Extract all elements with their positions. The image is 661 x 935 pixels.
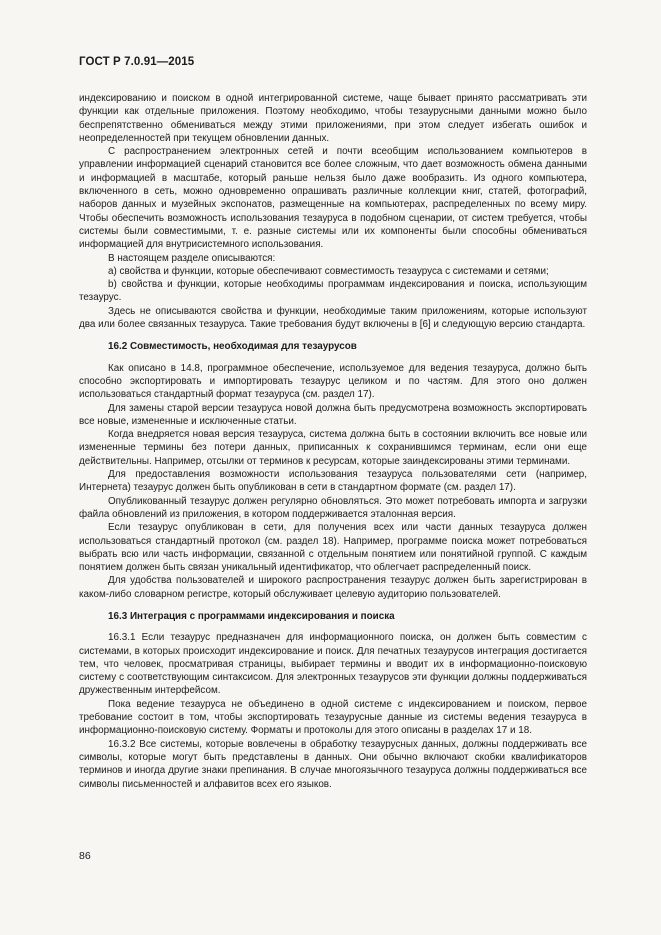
- paragraph: Опубликованный тезаурус должен регулярно обновляться. Это может потребовать импорта и загрузки файла обновлений из приложения, в котором поддерживается эталонная версия.: [79, 495, 587, 520]
- paragraph: С распространением электронных сетей и почти всеобщим использованием компьютеров в управлении информацией сценарий становится все более сложным, что дает возможность обмена данными и информацией в масштабе, который раньше нельзя было даже вообразить. Из одного компьютера, включенного в сеть, можно одновременно опрашивать различные коллекции книг, статей, фотографий, наборов данных и музейных экспонатов, размещенные на компьютерах, распределенных по всему миру. Чтобы обеспечить возможность использования тезауруса в подобном сценарии, от систем требуется, чтобы системы были совместимыми, т. е. разные системы или их компоненты были способны обмениваться информацией для внутрисистемного использования.: [79, 146, 587, 251]
- page-number: 86: [79, 850, 91, 862]
- paragraph: Если тезаурус опубликован в сети, для получения всех или части данных тезауруса должен использоваться стандартный протокол (см. раздел 18). Например, программе поиска может потребоваться выбрать всю или часть информации, связанной с отдельным понятием или понятийной группой. С каждым понятием должен быть связан уникальный идентификатор, что облегчает распределенный поиск.: [79, 522, 587, 574]
- paragraph: Пока ведение тезауруса не объединено в одной системе с индексированием и поиском, первое требование состоит в том, чтобы экспортировать тезаурусные данные из системы ведения тезауруса в информационно-поисковую систему. Форматы и протоколы для этого описаны в разделах 17 и 18.: [79, 698, 587, 737]
- list-item: a) свойства и функции, которые обеспечивают совместимость тезауруса с системами и сетями;: [108, 265, 549, 277]
- standard-header: ГОСТ Р 7.0.91—2015: [79, 56, 195, 68]
- paragraph: 16.3.2 Все системы, которые вовлечены в обработку тезаурусных данных, должны поддерживать все символы, которые могут быть представлены в данных. Они обычно включают скобки квалификаторов терминов и иногда другие знаки препинания. В случае многоязычного тезауруса должны поддерживаться все символы письменностей и алфавитов всех его языков.: [79, 738, 587, 790]
- paragraph: индексированию и поиском в одной интегрированной системе, чаще бывает принято рассматривать эти функции как отдельные приложения. Поэтому необходимо, чтобы тезаурусными данными можно было беспрепятственно обмениваться между этими приложениями, при этом следует избегать ошибок и неопределенностей при текущем обновлении данных.: [79, 93, 587, 144]
- list-item: b) свойства и функции, которые необходимы программам индексирования и поиска, использующим тезаурус.: [79, 279, 587, 304]
- paragraph: 16.3.1 Если тезаурус предназначен для информационного поиска, он должен быть совместим с системами, в которых происходит индексирование и поиск. Для печатных тезаурусов интеграция достигается тем, что человек, просматривая страницы, выбирает термины и вводит их в информационно-поисковую систему с соответствующим синтаксисом. Для электронных тезаурусов эти функции должны поддерживаться дружественным интерфейсом.: [79, 632, 587, 697]
- paragraph: Для предоставления возможности использования тезауруса пользователями сети (например, Интернета) тезаурус должен быть опубликован в сети в стандартном формате (см. раздел 17).: [79, 469, 587, 494]
- section-heading-16-3: 16.3 Интеграция с программами индексирования и поиска: [108, 610, 395, 622]
- paragraph: Как описано в 14.8, программное обеспечение, используемое для ведения тезауруса, должно быть способно экспортировать и импортировать тезаурус целиком и по частям. Для этого оно должен использоваться стандартный формат тезауруса (см. раздел 17).: [79, 362, 587, 401]
- paragraph: Для замены старой версии тезауруса новой должна быть предусмотрена возможность экспортировать все новые, измененные и исключенные статьи.: [79, 402, 587, 427]
- paragraph: Здесь не описываются свойства и функции, необходимые таким приложениям, которые используют два или более связанных тезауруса. Такие требования будут включены в [6] и следующую версию стандарта.: [79, 305, 587, 331]
- section-heading-16-2: 16.2 Совместимость, необходимая для тезаурусов: [108, 341, 357, 353]
- paragraph: Когда внедряется новая версия тезауруса, система должна быть в состоянии включить все новые или измененные термины без потери данных, приписанных к сохранившимся терминам, если они еще действительны. Например, отсылки от терминов к ресурсам, которые заиндексированы этими терминами.: [79, 429, 587, 467]
- page-content: [79, 92, 587, 791]
- paragraph: Для удобства пользователей и широкого распространения тезаурус должен быть зарегистрирован в каком-либо словарном регистре, который обслуживает целевую аудиторию пользователей.: [79, 575, 587, 600]
- paragraph: В настоящем разделе описываются:: [108, 252, 276, 264]
